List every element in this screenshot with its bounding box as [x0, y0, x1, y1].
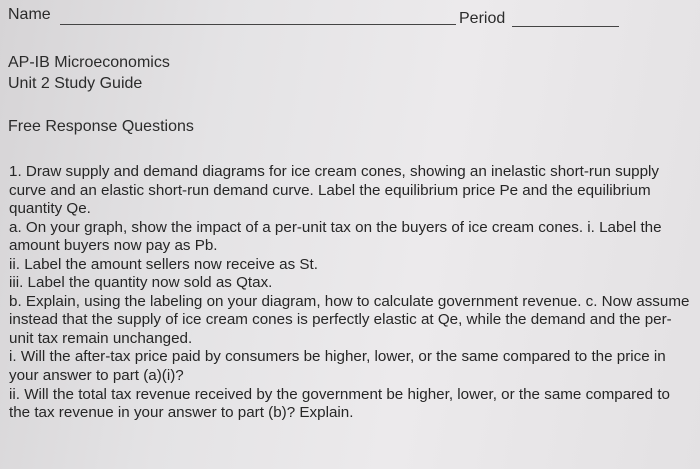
question-part-a-ii: ii. Label the amount sellers now receive as St.: [9, 255, 318, 273]
section-title: Free Response Questions: [8, 118, 194, 135]
period-blank-line: [512, 26, 619, 27]
question-part-c-ii: ii. Will the total tax revenue received by the government be higher, lower, or the same compared to the tax revenue in your answer to part (b)? Explain.: [9, 385, 671, 422]
question-part-b: b. Explain, using the labeling on your diagram, how to calculate government revenue. c. Now assume instead that the supply of ice cream cones is perfectly elastic at Qe, while the demand and the per-unit tax remain unchanged.: [9, 292, 690, 347]
course-title: AP-IB Microeconomics: [8, 54, 170, 71]
question-body: [9, 163, 694, 423]
question-part-c-i: i. Will the after-tax price paid by consumers be higher, lower, or the same compared to the price in your answer to part (a)(i)?: [9, 348, 666, 385]
unit-title: Unit 2 Study Guide: [8, 75, 143, 92]
course-header: [8, 52, 170, 94]
question-part-a: a. On your graph, show the impact of a per-unit tax on the buyers of ice cream cones. i. Label the amount buyers now pay as Pb.: [9, 218, 662, 255]
question-part-a-iii: iii. Label the quantity now sold as Qtax.: [9, 274, 273, 292]
question-intro: 1. Draw supply and demand diagrams for ice cream cones, showing an inelastic short-run supply curve and an elastic short-run demand curve. Label the equilibrium price Pe and the equilibrium quantity Qe.: [9, 163, 660, 218]
name-blank-line: [60, 24, 456, 25]
name-label: Name: [8, 6, 51, 23]
period-label: Period: [459, 10, 506, 27]
